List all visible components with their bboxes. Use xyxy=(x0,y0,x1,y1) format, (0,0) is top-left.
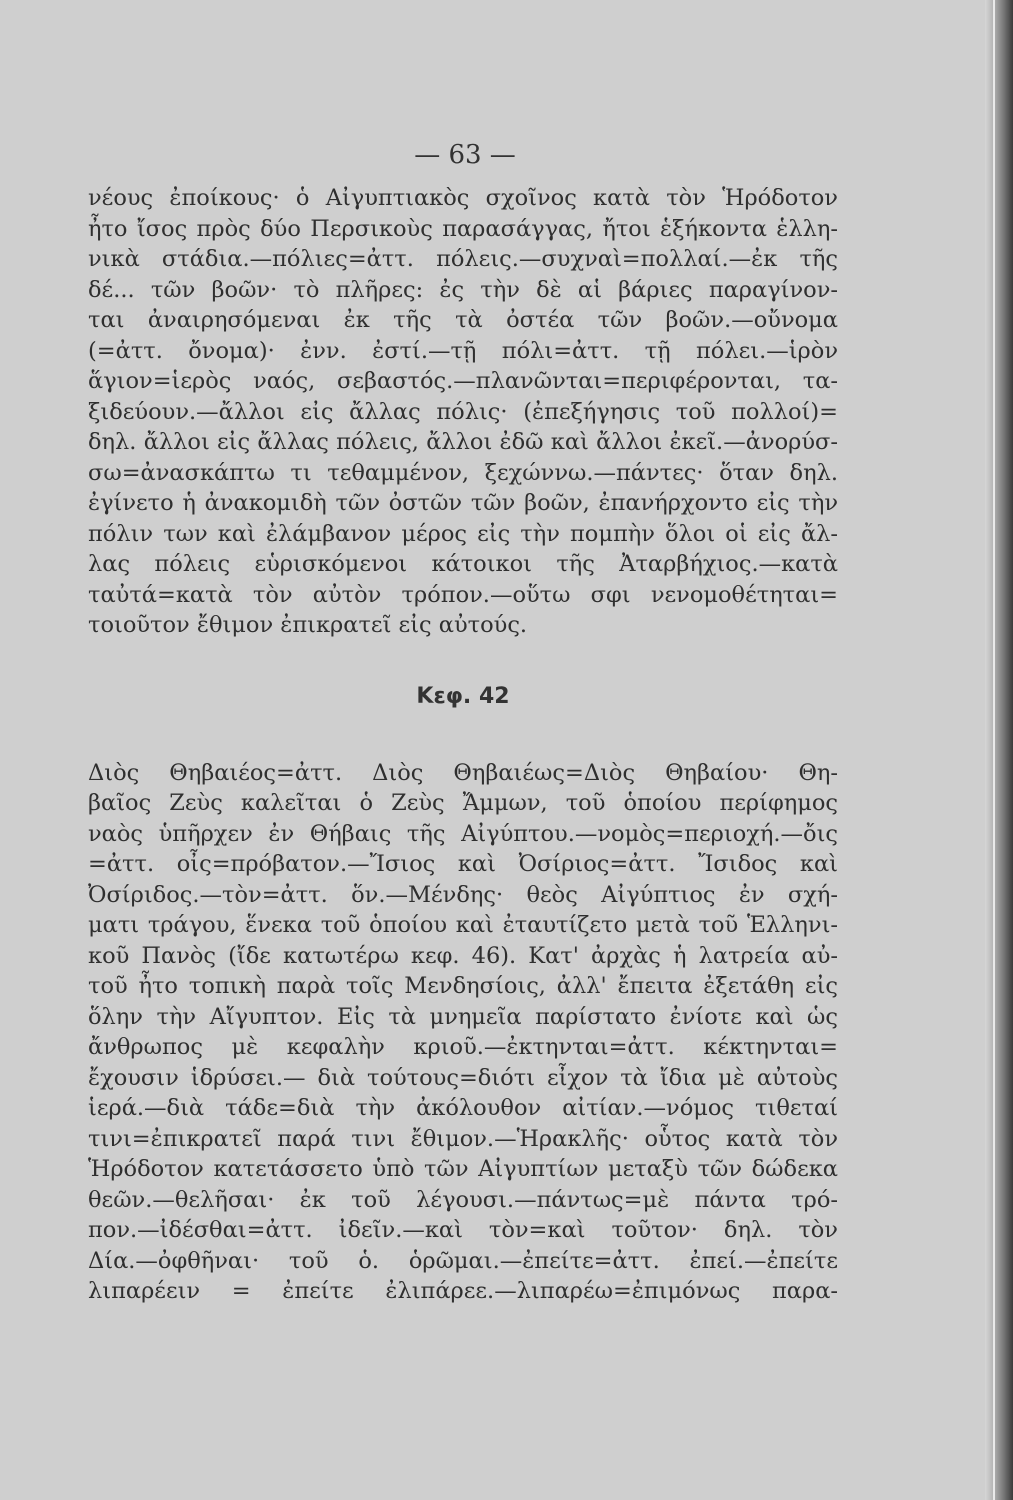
text-line: ναὸς ὑπῆρχεν ἐν Θήβαις τῆς Αἰγύπτου.—νομὸς=περιοχή.—ὄις xyxy=(88,820,838,847)
text-line: λιπαρέειν = ἐπείτε ἐλιπάρεε.—λιπαρέω=ἐπιμόνως παρα- xyxy=(88,1278,838,1304)
text-line: λας πόλεις εὑρισκόμενοι κάτοικοι τῆς Ἀταρβήχιος.—κατὰ xyxy=(88,551,838,577)
text-line: πον.—ἰδέσθαι=ἀττ. ἰδεῖν.—καὶ τὸν=καὶ τοῦτον· δηλ. τὸν xyxy=(88,1217,838,1243)
text-line: ὅλην τὴν Αἴγυπτον. Εἰς τὰ μνημεῖα παρίστατο ἐνίοτε καὶ ὡς xyxy=(88,1003,838,1030)
text-line: ἔχουσιν ἱδρύσει.— διὰ τούτους=διότι εἶχον τὰ ἴδια μὲ αὐτοὺς xyxy=(88,1064,838,1091)
text-line: ἐγίνετο ἡ ἀνακομιδὴ τῶν ὀστῶν τῶν βοῶν, ἐπανήρχοντο εἰς τὴν xyxy=(88,490,838,516)
page-text xyxy=(88,183,838,1307)
text-line: δέ... τῶν βοῶν· τὸ πλῆρες: ἐς τὴν δὲ αἱ βάριες παραγίνον- xyxy=(88,276,838,303)
paragraph-commentary-42 xyxy=(88,758,838,1307)
text-line: Δία.—ὀφθῆναι· τοῦ ὁ. ὁρῶμαι.—ἐπείτε=ἀττ. ἐπεί.—ἐπείτε xyxy=(88,1247,838,1274)
text-line: ἅγιον=ἱερὸς ναός, σεβαστός.—πλανῶνται=περιφέρονται, τα- xyxy=(88,368,838,394)
text-line: Διὸς Θηβαιέος=ἀττ. Διὸς Θηβαιέως=Διὸς Θηβαίου· Θη- xyxy=(88,759,838,786)
text-line: (=ἀττ. ὄνομα)· ἐνν. ἐστί.—τῇ πόλι=ἀττ. τῇ πόλει.—ἱρὸν xyxy=(88,337,838,364)
chapter-heading: Κεφ. 42 xyxy=(416,683,510,709)
page-number: — 63 — xyxy=(414,140,516,170)
text-line: θεῶν.—θελῆσαι· ἐκ τοῦ λέγουσι.—πάντως=μὲ πάντα τρό- xyxy=(88,1186,838,1213)
text-line: νέους ἐποίκους· ὁ Αἰγυπτιακὸς σχοῖνος κατὰ τὸν Ἡρόδοτον xyxy=(88,185,838,211)
text-line: τοιοῦτον ἔθιμον ἐπικρατεῖ εἰς αὐτούς. xyxy=(88,612,528,638)
text-line: Ὀσίριδος.—τὸν=ἀττ. ὅν.—Μένδης· θεὸς Αἰγύπτιος ἐν σχή- xyxy=(88,881,838,908)
text-line: ἄνθρωπος μὲ κεφαλὴν κριοῦ.—ἐκτηνται=ἀττ. κέκτηνται= xyxy=(88,1034,838,1060)
text-line: δηλ. ἄλλοι εἰς ἄλλας πόλεις, ἄλλοι ἐδῶ καὶ ἄλλοι ἐκεῖ.—ἀνορύσ- xyxy=(88,429,838,455)
text-line: κοῦ Πανὸς (ἴδε κατωτέρω κεφ. 46). Κατ' ἀρχὰς ἡ λατρεία αὐ- xyxy=(88,942,838,969)
text-line: ται ἀναιρησόμεναι ἐκ τῆς τὰ ὀστέα τῶν βοῶν.—οὔνομα xyxy=(88,307,838,333)
text-line: ματι τράγου, ἕνεκα τοῦ ὁποίου καὶ ἐταυτίζετο μετὰ τοῦ Ἑλληνι- xyxy=(88,912,838,938)
text-line: σω=ἀνασκάπτω τι τεθαμμένον, ξεχώννω.—πάντες· ὅταν δηλ. xyxy=(88,459,838,486)
text-line: πόλιν των καὶ ἐλάμβανον μέρος εἰς τὴν πομπὴν ὅλοι οἱ εἰς ἄλ- xyxy=(88,520,838,547)
text-line: Ἡρόδοτον κατετάσσετο ὑπὸ τῶν Αἰγυπτίων μεταξὺ τῶν δώδεκα xyxy=(88,1156,838,1182)
page-edge-highlight xyxy=(993,0,995,1500)
text-line: ταὐτά=κατὰ τὸν αὐτὸν τρόπον.—οὕτω σφι νενομοθέτηται= xyxy=(88,581,838,608)
text-line: βαῖος Ζεὺς καλεῖται ὁ Ζεὺς Ἄμμων, τοῦ ὁποίου περίφημος xyxy=(88,790,838,816)
paragraph-commentary-41 xyxy=(88,183,838,641)
text-line: νικὰ στάδια.—πόλιες=ἀττ. πόλεις.—συχναὶ=πολλαί.—ἐκ τῆς xyxy=(88,246,838,272)
page-edge-shadow xyxy=(985,0,1013,1500)
text-line: ἦτο ἴσος πρὸς δύο Περσικοὺς παρασάγγας, ἤτοι ἑξήκοντα ἑλλη- xyxy=(88,215,838,242)
text-line: =ἀττ. οἶς=πρόβατον.—Ἴσιος καὶ Ὀσίριος=ἀττ. Ἴσιδος καὶ xyxy=(88,851,838,877)
text-line: ἱερά.—διὰ τάδε=διὰ τὴν ἀκόλουθον αἰτίαν.—νόμος τιθεταί xyxy=(88,1095,838,1121)
text-line: τινι=ἐπικρατεῖ παρά τινι ἔθιμον.—Ἡρακλῆς· οὗτος κατὰ τὸν xyxy=(88,1125,838,1152)
text-line: τοῦ ἦτο τοπικὴ παρὰ τοῖς Μενδησίοις, ἀλλ' ἔπειτα ἐξετάθη εἰς xyxy=(88,973,838,999)
text-line: ξιδεύουν.—ἄλλοι εἰς ἄλλας πόλις· (ἐπεξήγησις τοῦ πολλοί)= xyxy=(88,398,838,425)
